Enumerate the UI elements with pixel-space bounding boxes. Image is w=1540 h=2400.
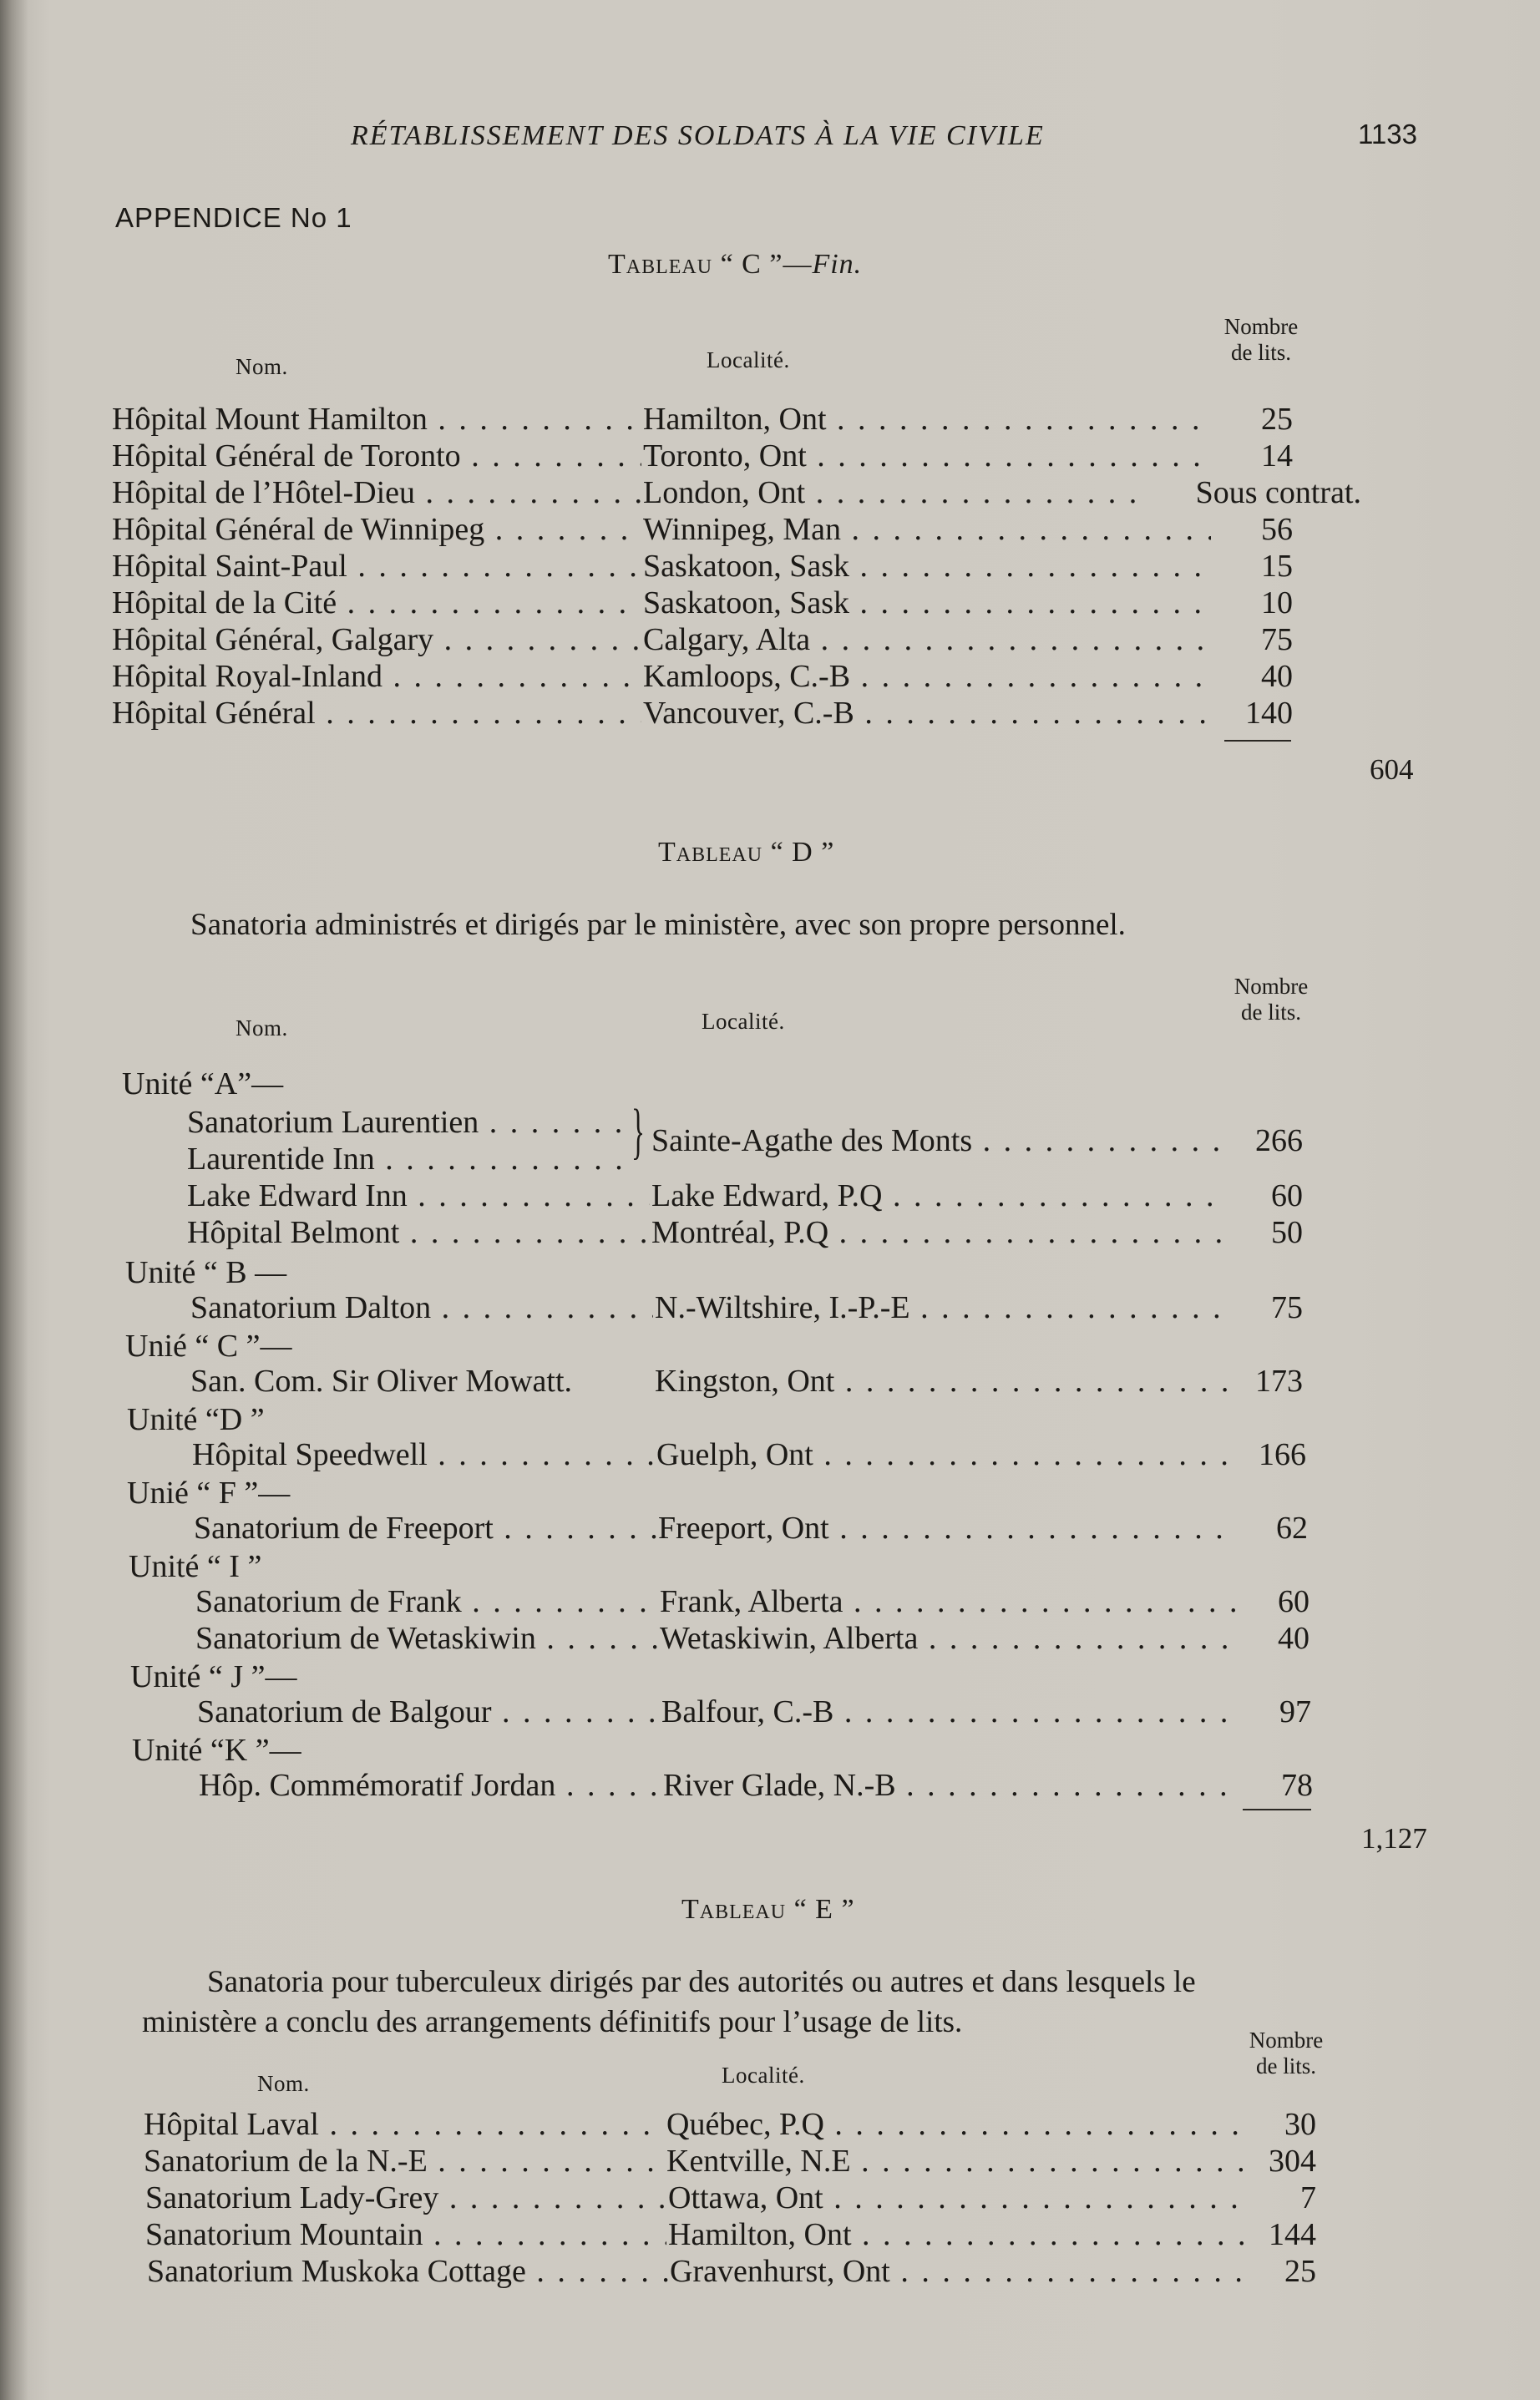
table-d-title: Tableau “ D ” bbox=[658, 837, 835, 868]
table-row: Laurentide Inn . . . bbox=[0, 1141, 1540, 1177]
table-row: Sanatorium de Frank . . . Frank, Alberta . . . 60 bbox=[0, 1583, 1540, 1620]
table-c-title: Tableau “ C ”—Fin. bbox=[608, 249, 863, 280]
unit-heading: Unié “ F ”— bbox=[127, 1476, 291, 1511]
table-c-total: 604 bbox=[1370, 753, 1414, 786]
table-d-col-locality: Localité. bbox=[702, 1009, 785, 1034]
unit-heading: Unié “ C ”— bbox=[125, 1329, 292, 1364]
table-row: Sanatorium Dalton . . . N.-Wiltshire, I.-P.-E . . . 75 bbox=[0, 1289, 1540, 1326]
table-e-col-locality: Localité. bbox=[722, 2063, 805, 2088]
table-d-total: 1,127 bbox=[1361, 1822, 1427, 1855]
table-row: Sanatorium de Freeport . . . Freeport, Ont . . . 62 bbox=[0, 1510, 1540, 1547]
table-row: Hôpital Général de Winnipeg . . . Winnipeg, Man . . . 56 bbox=[0, 511, 1540, 548]
sum-rule bbox=[1224, 740, 1291, 742]
table-c-col-beds: Nombre de lits. bbox=[1223, 314, 1299, 365]
table-d-col-name: Nom. bbox=[236, 1015, 288, 1041]
table-e-description-line1: Sanatoria pour tuberculeux dirigés par des autorités ou autres et dans lesquels le bbox=[207, 1965, 1196, 1999]
table-row: Hôpital Mount Hamilton . . . Hamilton, Ont . . . 25 bbox=[0, 401, 1540, 438]
unit-heading: Unité “ I ” bbox=[129, 1549, 262, 1584]
table-row: Hôpital Saint-Paul . . . Saskatoon, Sask . . . 15 bbox=[0, 548, 1540, 585]
table-row: Sanatorium de Wetaskiwin . . . Wetaskiwin, Alberta . . . 40 bbox=[0, 1620, 1540, 1657]
table-row: Hôpital Royal-Inland . . . Kamloops, C.-B . . . 40 bbox=[0, 658, 1540, 695]
unit-heading: Unité “A”— bbox=[122, 1066, 284, 1101]
unit-heading: Unité “D ” bbox=[127, 1402, 265, 1437]
table-e-description-line2: ministère a conclu des arrangements définitifs pour l’usage de lits. bbox=[142, 2005, 963, 2039]
table-row: Sanatorium Lady-Grey . . . Ottawa, Ont . . . 7 bbox=[0, 2180, 1540, 2216]
table-row: Hôpital Speedwell . . . Guelph, Ont . . . 166 bbox=[0, 1436, 1540, 1473]
unit-heading: Unité “K ”— bbox=[132, 1733, 301, 1768]
table-row: Sanatorium de la N.-E . . . Kentville, N.E . . . 304 bbox=[0, 2143, 1540, 2180]
running-title: RÉTABLISSEMENT DES SOLDATS À LA VIE CIVILE bbox=[351, 120, 1045, 151]
table-row: Hôpital Laval . . . Québec, P.Q . . . 30 bbox=[0, 2106, 1540, 2143]
table-row: Lake Edward Inn . . . Lake Edward, P.Q . . . 60 bbox=[0, 1177, 1540, 1214]
table-row: Sanatorium de Balgour . . . Balfour, C.-B . . . 97 bbox=[0, 1694, 1540, 1730]
grouping-brace: } bbox=[631, 1097, 645, 1166]
table-d-col-beds: Nombre de lits. bbox=[1234, 974, 1309, 1025]
table-row: Sanatorium Laurentien . . . bbox=[0, 1104, 1540, 1141]
table-row: San. Com. Sir Oliver Mowatt. Kingston, Ont . . . 173 bbox=[0, 1363, 1540, 1400]
table-row: Hôpital de la Cité . . . Saskatoon, Sask . . . 10 bbox=[0, 585, 1540, 621]
table-c-col-name: Nom. bbox=[236, 354, 288, 379]
table-row: Hôp. Commémoratif Jordan . . . River Glade, N.-B . . . 78 bbox=[0, 1767, 1540, 1804]
table-row: Hôpital Belmont . . . Montréal, P.Q . . . 50 bbox=[0, 1214, 1540, 1251]
table-row: Sanatorium Muskoka Cottage . . . Gravenhurst, Ont . . . 25 bbox=[0, 2253, 1540, 2290]
appendix-label: APPENDICE No 1 bbox=[115, 202, 352, 233]
unit-heading: Unité “ J ”— bbox=[130, 1659, 297, 1694]
table-d-description: Sanatoria administrés et dirigés par le ministère, avec son propre personnel. bbox=[190, 908, 1126, 942]
table-row: Sainte-Agathe des Monts . . . 266 bbox=[0, 1122, 1540, 1159]
table-e-title: Tableau “ E ” bbox=[681, 1894, 855, 1925]
table-row: Hôpital Général, Galgary . . . Calgary, Alta . . . 75 bbox=[0, 621, 1540, 658]
sum-rule bbox=[1243, 1809, 1311, 1810]
table-e-col-beds: Nombre de lits. bbox=[1249, 2028, 1324, 2078]
table-row: Hôpital Général de Toronto . . . Toronto, Ont . . . 14 bbox=[0, 438, 1540, 474]
page-number: 1133 bbox=[1358, 119, 1417, 149]
table-row: Hôpital Général . . . Vancouver, C.-B . . . 140 bbox=[0, 695, 1540, 732]
table-row: Hôpital de l’Hôtel-Dieu . . . London, Ont . . . Sous contrat. bbox=[0, 474, 1540, 511]
table-e-col-name: Nom. bbox=[257, 2071, 310, 2096]
table-c-col-locality: Localité. bbox=[707, 347, 790, 372]
table-row: Sanatorium Mountain . . . Hamilton, Ont . . . 144 bbox=[0, 2216, 1540, 2253]
unit-heading: Unité “ B — bbox=[125, 1255, 287, 1290]
